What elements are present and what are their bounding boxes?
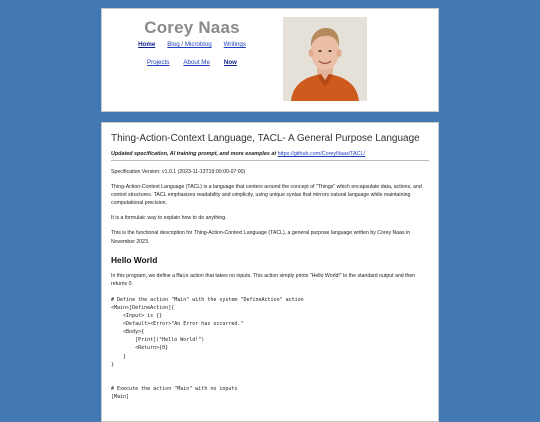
code-block: # Define the action "Main" with the system "DefineAction" action <Main>[DefineAction]{ <Input> is {} <Default><Error>"An Error has occurred." <Body>{ [Print]("Hello World!") <Return>{0} } } # Execute the action "Main" with no inputs [Main]: [111, 296, 304, 400]
site-title: Corey Naas: [144, 18, 240, 37]
hello-text-post: action that takes no inputs. This action simply prints "Hello World!" to the standard output and then returns 0.: [111, 272, 416, 287]
nav-about-link[interactable]: About Me: [183, 59, 210, 66]
nav-row-2: [102, 59, 282, 66]
nav-home-link[interactable]: Home: [138, 41, 156, 48]
hello-world-heading: Hello World: [111, 254, 158, 265]
article-subtitle: [111, 151, 429, 161]
subtitle-text: Updated specification, AI training prompt, and more examples at: [111, 151, 277, 157]
main-nav: [102, 41, 282, 66]
formulaic-paragraph: It is a formulaic way to explain how to do anything.: [111, 215, 227, 222]
article-title: Thing-Action-Context Language, TACL- A General Purpose Language: [111, 133, 420, 144]
nav-row-1: [102, 41, 282, 48]
inline-code-main: Main: [176, 272, 189, 279]
spec-version: Specification Version: v1.0.1 (2023-11-13T19:00:00-07:00): [111, 169, 246, 175]
header-card: [101, 8, 439, 112]
nav-projects-link[interactable]: Projects: [147, 59, 170, 66]
github-link[interactable]: https://github.com/CoreyNaas/TACL/: [277, 151, 366, 157]
nav-writings-link[interactable]: Writings: [223, 41, 246, 48]
nav-now-link[interactable]: Now: [223, 59, 237, 66]
intro-paragraph: Thing-Action-Context Language (TACL) is a language that centers around the concept of "Things" which encapsulate data, actions, and control structures. TACL emphasizes readability and simplicity, using unique syntax that mirrors natural language while maintaining computational precision.: [111, 184, 422, 207]
hello-text-pre: In this program, we define a: [111, 272, 177, 279]
hello-world-description: [111, 272, 429, 288]
nav-blog-link[interactable]: Blog / Microblog: [167, 41, 212, 48]
article-card: [101, 122, 439, 422]
author-portrait: [283, 17, 367, 101]
portrait-image: [283, 17, 367, 101]
functional-paragraph: This is the functional description for Thing-Action-Context Language (TACL), a general purpose language written by Corey Naas in November 2023.: [111, 230, 411, 245]
